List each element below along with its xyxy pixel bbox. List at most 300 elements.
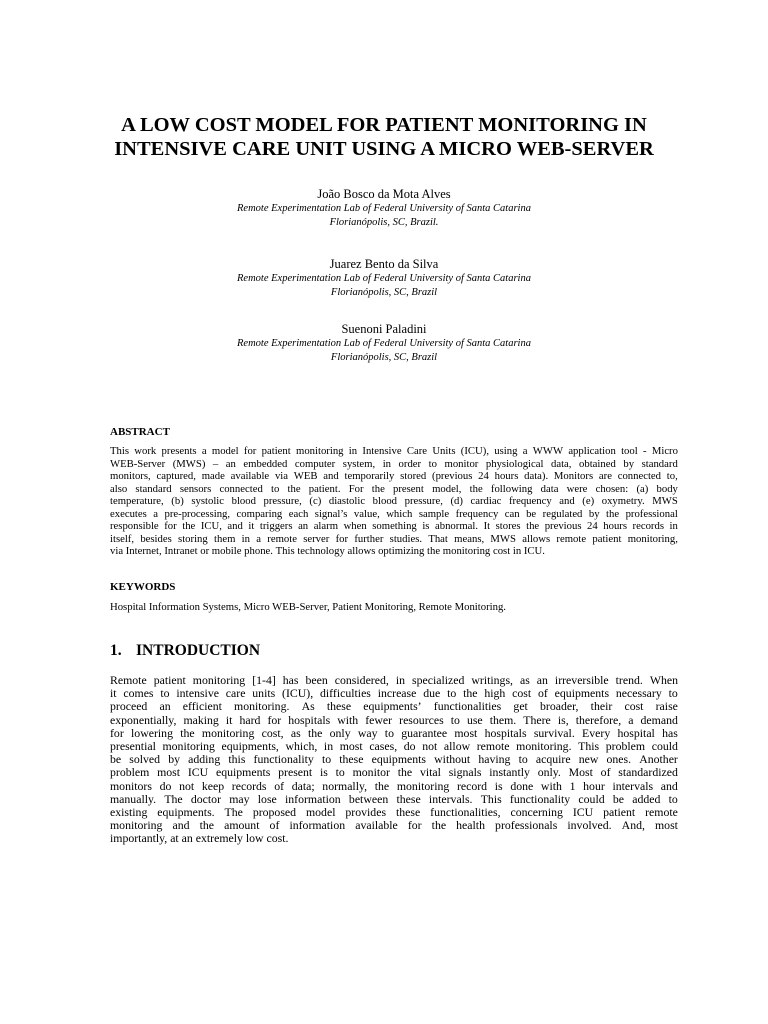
word: (ICU),: [282, 686, 314, 701]
word: chosen:: [595, 482, 629, 495]
word: -: [643, 445, 647, 457]
word: And,: [621, 818, 645, 833]
abstract-line: [110, 495, 678, 508]
word: itself,: [110, 532, 135, 545]
word: cost.: [266, 831, 289, 846]
word: patient: [603, 804, 636, 819]
word: these: [395, 804, 421, 819]
word: This: [480, 791, 502, 806]
word: equipments,: [221, 738, 279, 753]
word: work: [134, 445, 157, 457]
word: functionality: [509, 791, 571, 806]
word: which: [386, 507, 413, 520]
author-location: Florianópolis, SC, Brazil: [330, 287, 438, 298]
author-2: [100, 257, 668, 300]
word: sample: [418, 507, 450, 520]
word: comparing: [236, 507, 283, 520]
word: monitoring: [162, 738, 215, 753]
word: most: [454, 725, 478, 740]
introduction-heading: [110, 642, 260, 660]
abstract-line: [110, 445, 678, 458]
word: which,: [285, 738, 318, 753]
word: existing: [110, 804, 148, 819]
word: adding: [188, 752, 221, 767]
word: necessary: [615, 686, 662, 701]
abstract-line: [110, 520, 678, 533]
word: Monitors: [553, 470, 594, 482]
word: alarm: [313, 520, 339, 532]
word: data,: [551, 457, 572, 470]
word: 24: [478, 470, 489, 482]
word: specialized: [411, 673, 465, 687]
word: a: [153, 507, 159, 520]
word: standardized: [618, 765, 678, 780]
author-location: Florianópolis, SC, Brazil.: [329, 217, 439, 228]
word: vital: [419, 765, 441, 780]
word: each: [288, 507, 309, 520]
word: using: [494, 445, 518, 457]
word: new: [578, 752, 599, 767]
word: these: [326, 699, 352, 714]
word: monitoring.: [516, 738, 572, 753]
word: to: [428, 457, 437, 470]
word: high: [484, 686, 506, 701]
word: an: [159, 699, 171, 714]
word: only: [329, 725, 351, 740]
word: in: [348, 445, 358, 457]
word: This: [110, 445, 130, 457]
word: trend.: [615, 673, 643, 687]
word: by: [588, 507, 600, 520]
word: most: [655, 818, 678, 833]
word: functionalities,: [430, 804, 501, 819]
word: blood: [231, 495, 256, 507]
word: phone.: [244, 545, 276, 557]
author-name: Suenoni Paladini: [341, 322, 427, 336]
word: oxymetry.: [601, 495, 645, 507]
word: frequency: [455, 507, 499, 520]
word: available: [230, 470, 270, 482]
abstract-line: [110, 458, 678, 471]
word: The: [164, 791, 183, 806]
intro-line: [110, 780, 678, 793]
word: monitoring: [201, 725, 255, 740]
word: the: [606, 507, 620, 520]
word: lowering: [131, 725, 173, 740]
word: acquire: [535, 752, 571, 767]
author-affiliation: Remote Experimentation Lab of Federal University of Santa Catarina: [237, 273, 531, 284]
word: due: [423, 686, 441, 701]
word: be: [110, 752, 122, 767]
word: has: [662, 725, 678, 740]
word: the: [199, 818, 215, 833]
word: The: [224, 804, 243, 819]
word: exponentially,: [110, 712, 177, 727]
word: patient: [153, 673, 186, 687]
word: manually.: [110, 791, 157, 806]
word: tool: [621, 445, 638, 457]
word: an: [536, 673, 548, 687]
word: professional: [625, 507, 678, 520]
word: signal’s: [314, 507, 348, 520]
word: to: [335, 765, 345, 780]
word: to: [321, 752, 332, 767]
intro-line: [110, 793, 678, 806]
word: also: [110, 482, 128, 495]
word: present: [393, 482, 424, 495]
word: the: [287, 482, 301, 495]
word: and: [559, 495, 575, 507]
word: connected: [617, 470, 662, 482]
word: optimizing: [378, 545, 428, 557]
word: of: [269, 818, 280, 833]
word: standard: [641, 457, 678, 470]
word: for: [243, 445, 257, 457]
word: technology: [297, 545, 348, 557]
abstract-body: [110, 445, 678, 558]
word: further: [354, 532, 384, 545]
word: monitoring: [192, 673, 246, 687]
introduction-body: [110, 674, 678, 845]
word: keep: [201, 778, 225, 793]
word: by: [623, 457, 635, 470]
word: problem: [110, 765, 150, 780]
word: records: [231, 778, 267, 793]
word: temporarily: [344, 470, 395, 482]
word: [1-4]: [252, 673, 276, 687]
word: monitors,: [110, 470, 151, 482]
word: an: [225, 457, 236, 470]
section-number: 1.: [110, 642, 122, 659]
word: application: [568, 445, 616, 457]
word: and: [172, 818, 190, 833]
author-location: Florianópolis, SC, Brazil: [330, 352, 438, 363]
word: considered,: [334, 673, 389, 687]
word: to,: [666, 470, 678, 482]
word: monitoring,: [627, 532, 678, 545]
word: an: [298, 520, 309, 532]
word: extremely: [195, 831, 246, 846]
word: to: [450, 712, 460, 727]
word: it: [225, 712, 233, 727]
intro-line: [110, 832, 678, 845]
word: mobile: [211, 545, 245, 557]
word: instantly: [489, 765, 530, 780]
word: get: [513, 699, 528, 714]
word: could: [651, 738, 678, 753]
word: to: [160, 686, 170, 701]
word: not: [422, 738, 438, 753]
word: (a): [636, 482, 649, 495]
title-line-1: A LOW COST MODEL FOR PATIENT MONITORING IN: [121, 114, 647, 136]
keywords-heading: KEYWORDS: [110, 581, 176, 593]
word: do: [403, 738, 416, 753]
word: allows: [522, 532, 551, 545]
word: hours: [603, 520, 627, 532]
word: MWS: [652, 495, 678, 507]
word: for: [407, 818, 422, 833]
abstract-line: [110, 533, 678, 546]
word: in: [669, 520, 678, 532]
word: hour: [583, 778, 605, 793]
word: this: [228, 752, 246, 767]
word: present: [278, 765, 313, 780]
word: may: [229, 791, 250, 806]
word: information: [285, 791, 341, 806]
word: demand: [640, 712, 678, 727]
word: remote: [645, 804, 678, 819]
author-3: [100, 322, 668, 365]
word: equipments’: [363, 699, 422, 714]
word: intensive: [176, 686, 219, 701]
abstract-line: [110, 470, 678, 483]
word: is: [494, 778, 503, 793]
word: model: [211, 445, 239, 457]
word: use: [466, 712, 483, 727]
word: record: [456, 778, 488, 793]
word: (MWS): [172, 457, 206, 470]
word: them: [214, 532, 236, 545]
word: in: [241, 532, 250, 545]
word: concerning: [510, 804, 563, 819]
word: hospitals: [484, 725, 527, 740]
word: It: [483, 520, 491, 532]
word: For: [348, 482, 364, 495]
word: them.: [489, 712, 517, 727]
word: model: [305, 804, 336, 819]
word: provides: [345, 804, 387, 819]
word: the: [427, 545, 443, 557]
word: ICU,: [200, 520, 222, 532]
abstract-heading: ABSTRACT: [110, 426, 170, 438]
word: these: [396, 791, 421, 806]
word: –: [212, 457, 219, 470]
word: the: [180, 725, 195, 740]
word: their: [590, 699, 613, 714]
word: 1: [569, 778, 576, 793]
word: equipments: [371, 752, 427, 767]
title-line-2: INTENSIVE CARE UNIT USING A MICRO WEB-SERVER: [114, 138, 654, 160]
word: records: [632, 520, 664, 532]
word: equipments.: [157, 804, 215, 819]
word: for: [164, 520, 177, 532]
word: doctor: [190, 791, 222, 806]
abstract-line: [110, 508, 678, 521]
word: the: [526, 520, 540, 532]
word: via: [274, 470, 289, 482]
word: as: [519, 673, 530, 687]
word: a: [628, 712, 634, 727]
word: data: [540, 482, 559, 495]
word: of: [600, 765, 611, 780]
word: health: [456, 818, 485, 833]
word: without: [434, 752, 471, 767]
word: ICU: [572, 804, 594, 819]
word: survival.: [533, 725, 575, 740]
word: cost: [624, 699, 644, 714]
word: by: [168, 752, 180, 767]
word: ICU: [187, 765, 209, 780]
word: proceed: [110, 699, 148, 714]
word: in: [395, 673, 405, 687]
word: to: [668, 791, 678, 806]
word: WEB-Server: [110, 457, 166, 470]
word: with: [337, 712, 359, 727]
word: patient: [261, 445, 291, 457]
word: (ICU),: [460, 445, 489, 457]
word: an: [181, 831, 196, 846]
word: efficient: [182, 699, 222, 714]
word: allow: [443, 738, 471, 753]
word: and: [227, 520, 243, 532]
word: proposed: [252, 804, 297, 819]
author-1: [100, 187, 668, 230]
word: to: [447, 686, 457, 701]
word: WEB: [293, 470, 318, 482]
word: patient.: [308, 482, 341, 495]
word: blood: [372, 495, 398, 507]
word: the: [371, 482, 385, 495]
word: abnormal.: [434, 520, 479, 532]
word: could: [578, 791, 605, 806]
word: That: [428, 532, 448, 545]
word: model,: [432, 482, 462, 495]
word: the: [469, 482, 483, 495]
word: There: [523, 712, 551, 727]
word: hospitals: [288, 712, 331, 727]
word: data).: [524, 470, 549, 482]
word: hospital: [617, 725, 655, 740]
word: When: [649, 673, 678, 687]
word: systolic: [191, 495, 225, 507]
word: physiological: [485, 457, 544, 470]
word: involved.: [567, 818, 612, 833]
word: having: [478, 752, 511, 767]
word: functionalities: [433, 699, 502, 714]
word: cardiac: [470, 495, 502, 507]
word: something: [372, 520, 417, 532]
word: raise: [655, 699, 678, 714]
word: (b): [171, 495, 184, 507]
word: cases,: [369, 738, 398, 753]
word: temperature,: [110, 495, 164, 507]
word: to: [668, 686, 678, 701]
word: remote: [556, 532, 587, 545]
word: of: [274, 778, 285, 793]
word: pre-processing,: [164, 507, 231, 520]
word: ICU.: [523, 545, 545, 557]
word: is,: [557, 712, 569, 727]
word: intervals.: [428, 791, 473, 806]
word: in: [323, 738, 334, 753]
word: the: [431, 818, 447, 833]
word: cost: [512, 686, 532, 701]
word: it: [110, 686, 117, 701]
paper-title: [60, 113, 708, 161]
word: low: [245, 831, 267, 846]
word: in: [382, 457, 392, 470]
word: ones.: [606, 752, 632, 767]
word: fewer: [365, 712, 393, 727]
intro-line: [110, 700, 678, 713]
word: monitoring: [396, 778, 450, 793]
word: Internet,: [125, 545, 165, 557]
word: Every: [582, 725, 611, 740]
word: body: [656, 482, 678, 495]
word: diastolic: [328, 495, 366, 507]
word: means,: [454, 532, 485, 545]
abstract-line: [110, 483, 678, 496]
word: monitoring: [110, 818, 163, 833]
word: monitor: [352, 765, 390, 780]
word: be: [612, 791, 624, 806]
word: embedded: [243, 457, 288, 470]
word: most: [157, 765, 181, 780]
word: were: [566, 482, 588, 495]
word: remote: [476, 738, 510, 753]
word: Most: [568, 765, 593, 780]
word: studies.: [389, 532, 423, 545]
word: added: [632, 791, 661, 806]
word: amount: [224, 818, 260, 833]
word: way: [357, 725, 378, 740]
word: Intranet: [164, 545, 201, 557]
word: increase: [377, 686, 417, 701]
word: and: [660, 778, 678, 793]
word: monitoring: [442, 545, 493, 557]
author-affiliation: Remote Experimentation Lab of Federal University of Santa Catarina: [237, 338, 531, 349]
word: intervals: [612, 778, 654, 793]
word: data;: [291, 778, 315, 793]
word: equipments: [554, 686, 610, 701]
abstract-line: [110, 545, 678, 558]
word: This: [275, 545, 298, 557]
word: problem: [605, 738, 646, 753]
word: signals: [448, 765, 482, 780]
word: to: [270, 482, 280, 495]
word: a: [256, 532, 261, 545]
word: cost: [492, 545, 513, 557]
word: standard: [135, 482, 172, 495]
word: units: [252, 686, 276, 701]
word: besides: [140, 532, 172, 545]
word: guarantee: [401, 725, 448, 740]
word: Remote: [110, 673, 147, 687]
word: in: [512, 545, 524, 557]
word: importantly,: [110, 831, 171, 846]
section-title: INTRODUCTION: [136, 642, 261, 659]
word: This: [578, 738, 600, 753]
word: as: [290, 725, 301, 740]
word: (previous: [432, 470, 473, 482]
word: hard: [239, 712, 261, 727]
word: monitoring.: [234, 699, 290, 714]
word: responsible: [110, 520, 159, 532]
word: care: [225, 686, 246, 701]
word: a: [201, 445, 207, 457]
word: (c): [309, 495, 322, 507]
word: WWW: [532, 445, 564, 457]
word: pressure,: [263, 495, 302, 507]
word: (d): [450, 495, 463, 507]
word: captured,: [156, 470, 196, 482]
word: for: [110, 725, 124, 740]
author-affiliation: Remote Experimentation Lab of Federal University of Santa Catarina: [237, 203, 531, 214]
word: following: [490, 482, 533, 495]
word: with: [540, 778, 562, 793]
word: remote: [267, 532, 297, 545]
word: monitors: [110, 778, 152, 793]
